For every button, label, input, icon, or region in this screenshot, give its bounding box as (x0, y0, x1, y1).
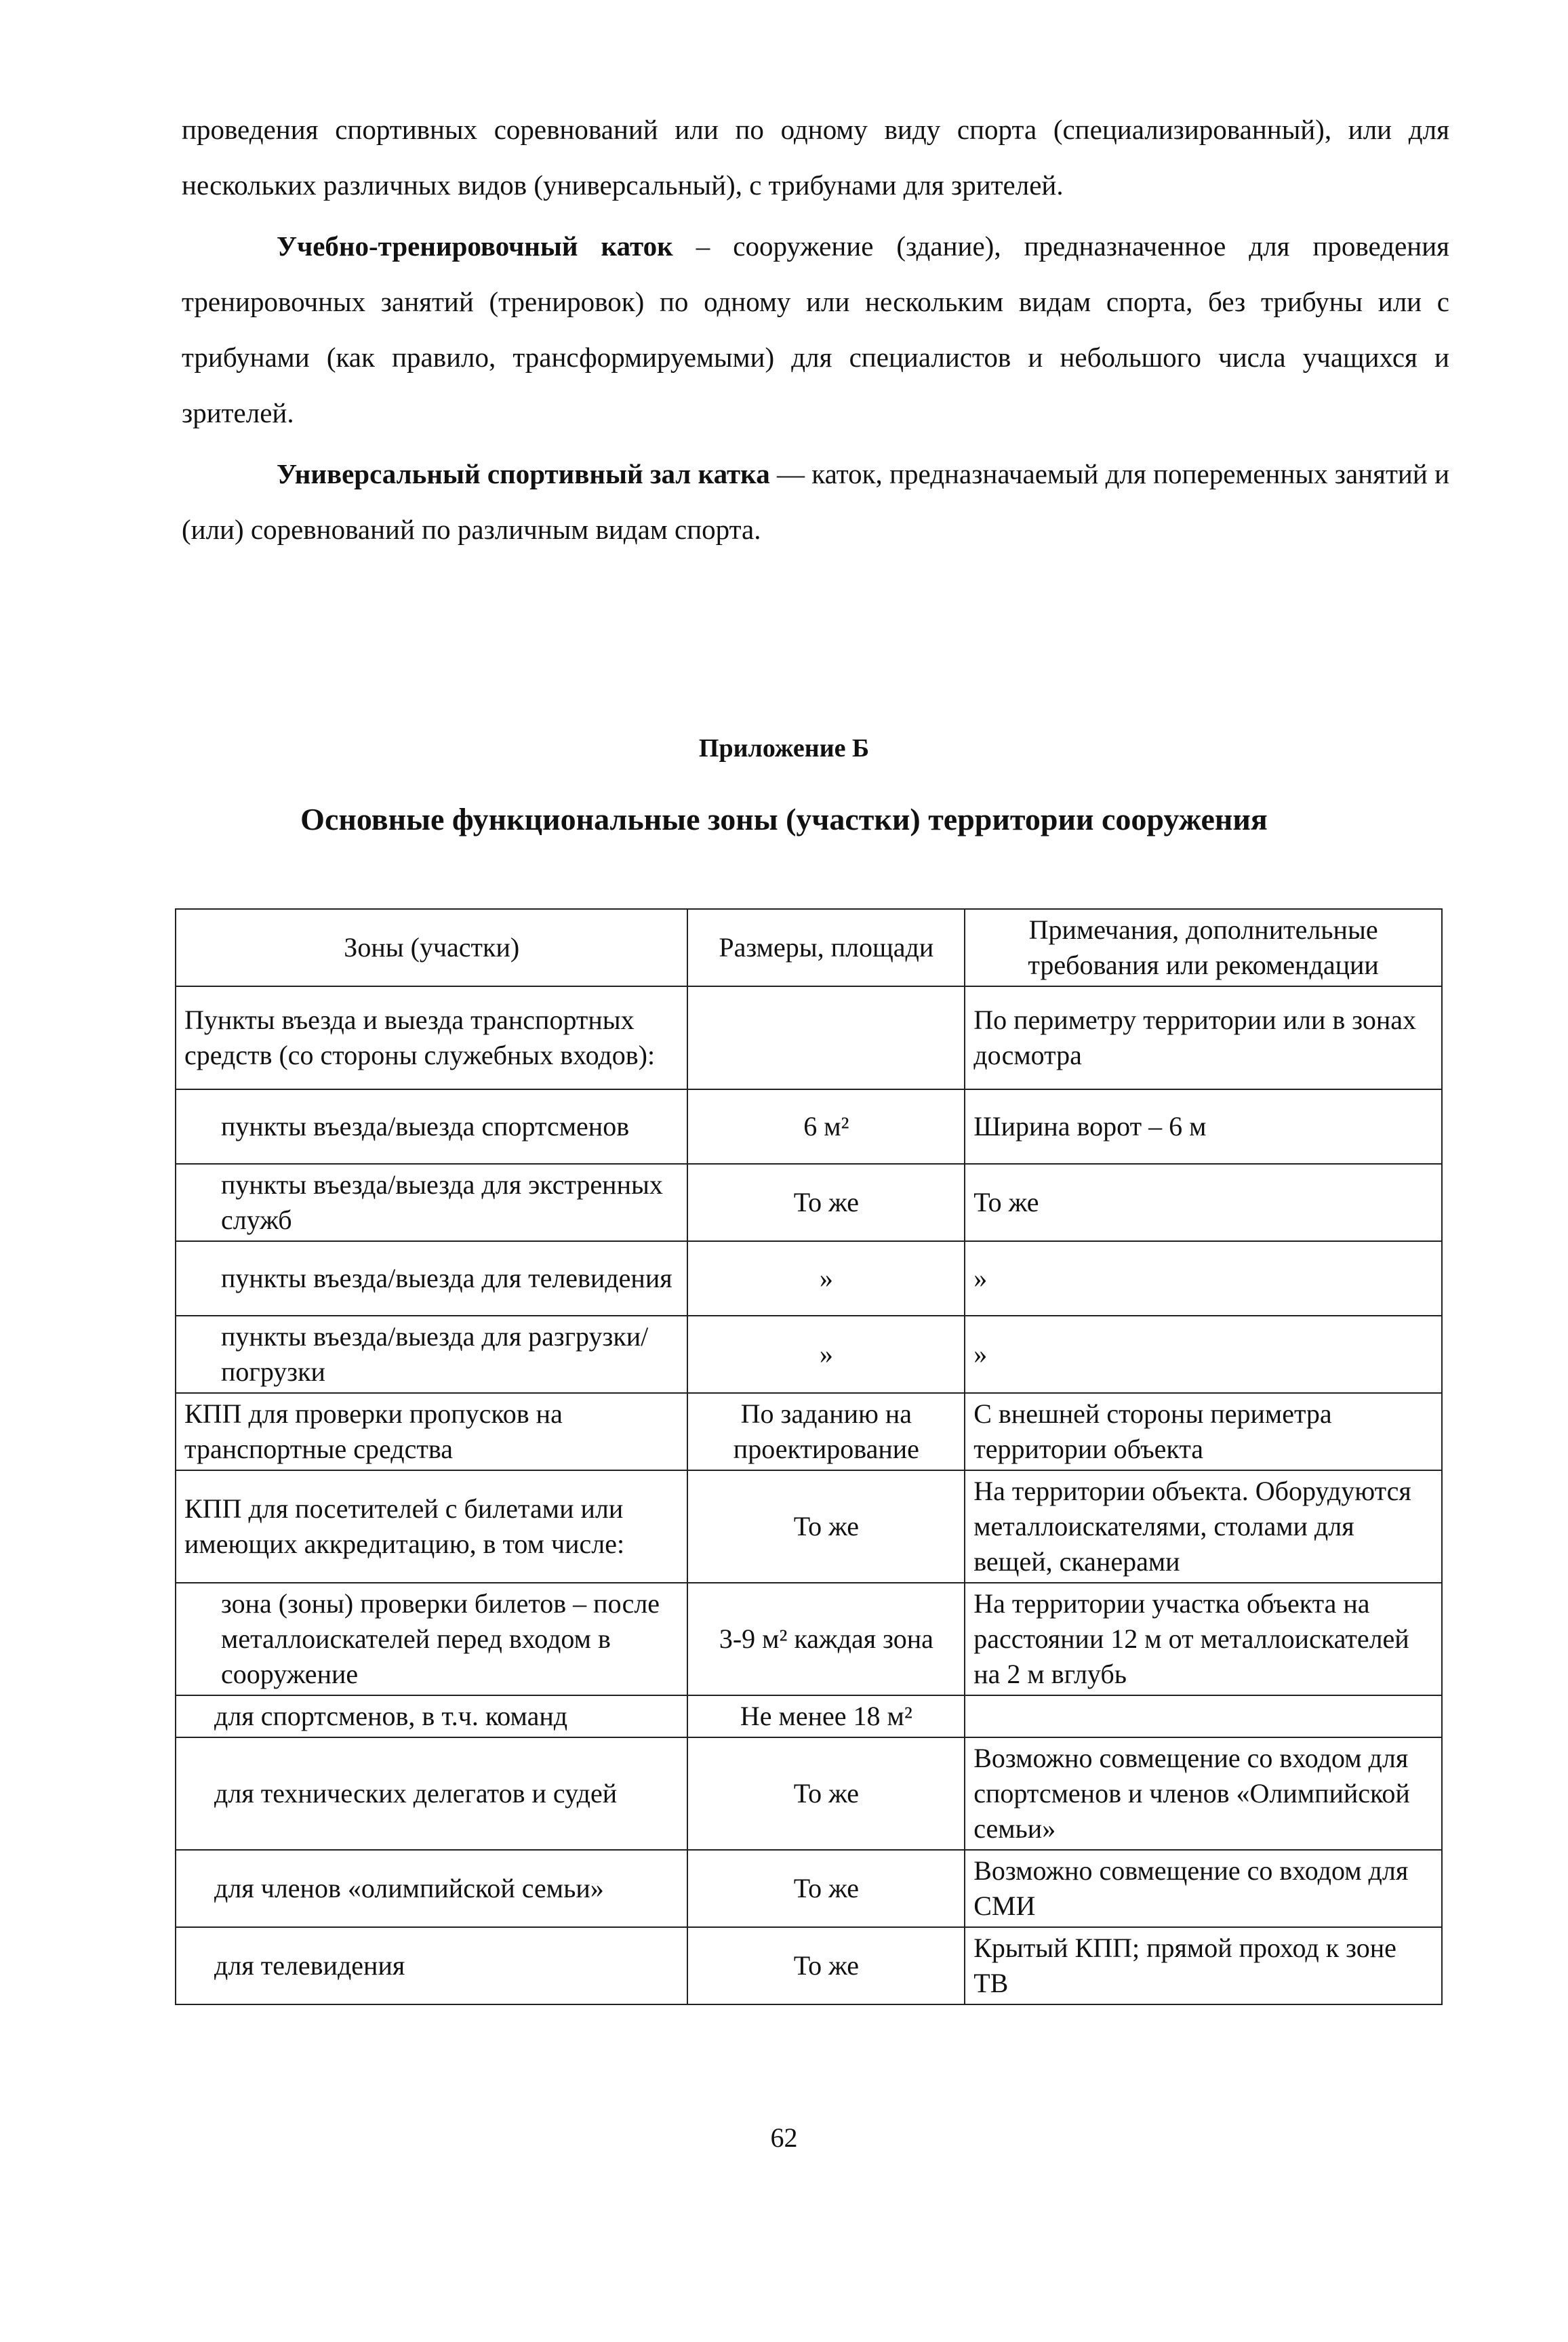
size-cell: То же (687, 1927, 965, 2004)
zone-cell: Пункты въезда и выезда транспортных средств (со стороны служебных входов): (176, 986, 687, 1089)
zone-cell: КПП для проверки пропусков на транспортные средства (176, 1393, 687, 1470)
zone-cell: для телевидения (176, 1927, 687, 2004)
table-row (176, 1695, 1442, 1737)
zone-cell: пункты въезда/выезда для экстренных служб (176, 1164, 687, 1241)
size-cell: 3-9 м² каждая зона (687, 1583, 965, 1695)
note-cell: На территории объекта. Оборудуются металлоискателями, столами для вещей, сканерами (965, 1470, 1442, 1583)
note-cell: По периметру территории или в зонах досмотра (965, 986, 1442, 1089)
table-row (176, 1737, 1442, 1850)
table-row (176, 1241, 1442, 1316)
header-sizes: Размеры, площади (687, 909, 965, 986)
body-text (182, 102, 1449, 557)
paragraph-continuation (182, 102, 1449, 213)
note-cell (965, 1695, 1442, 1737)
paragraph-text: проведения спортивных соревнований или по одному виду спорта (специализированный), или для нескольких различных видов (универсальный), с трибунами для зрителей. (182, 114, 1449, 201)
size-cell: То же (687, 1850, 965, 1927)
size-cell: 6 м² (687, 1089, 965, 1164)
appendix-title: Основные функциональные зоны (участки) территории сооружения (300, 802, 1268, 836)
note-cell: Крытый КПП; прямой проход к зоне ТВ (965, 1927, 1442, 2004)
table-row (176, 1089, 1442, 1164)
size-cell: » (687, 1241, 965, 1316)
term-universal-hall: Универсальный спортивный зал катка (277, 458, 770, 489)
table-row (176, 1583, 1442, 1695)
table-row (176, 986, 1442, 1089)
size-cell: Не менее 18 м² (687, 1695, 965, 1737)
table-row (176, 1470, 1442, 1583)
table-header-row (176, 909, 1442, 986)
note-cell: На территории участка объекта на расстоянии 12 м от металлоискателей на 2 м вглубь (965, 1583, 1442, 1695)
paragraph-universal-hall (182, 446, 1449, 557)
zone-cell: пункты въезда/выезда для телевидения (176, 1241, 687, 1316)
definition-universal-hall: — каток, предназначаемый для попеременных занятий и (или) соревнований по различным видам спорта. (182, 458, 1450, 545)
table-row (176, 1393, 1442, 1470)
zone-cell: для технических делегатов и судей (176, 1737, 687, 1850)
zone-cell: зона (зоны) проверки билетов – после металлоискателей перед входом в сооружение (176, 1583, 687, 1695)
size-cell: То же (687, 1470, 965, 1583)
note-cell: » (965, 1316, 1442, 1393)
note-cell: » (965, 1241, 1442, 1316)
appendix-label: Приложение Б (698, 734, 870, 763)
zone-cell: пункты въезда/выезда для разгрузки/погрузки (176, 1316, 687, 1393)
page-number: 62 (770, 2122, 798, 2153)
note-cell: Возможно совмещение со входом для СМИ (965, 1850, 1442, 1927)
paragraph-training-rink (182, 218, 1449, 441)
zone-cell: для членов «олимпийской семьи» (176, 1850, 687, 1927)
size-cell: То же (687, 1737, 965, 1850)
size-cell: По заданию на проектирование (687, 1393, 965, 1470)
zones-table (175, 908, 1443, 2005)
zone-cell: пункты въезда/выезда спортсменов (176, 1089, 687, 1164)
definition-training-rink: – сооружение (здание), предназначенное для проведения тренировочных занятий (тренировок) по одному или нескольким видам спорта, без трибуны или с трибунами (как правило, трансформируемыми) для специалистов и небольшого числа учащихся и зрителей. (182, 230, 1450, 428)
header-notes: Примечания, дополнительные требования или рекомендации (965, 909, 1442, 986)
size-cell: То же (687, 1164, 965, 1241)
zone-cell: для спортсменов, в т.ч. команд (176, 1695, 687, 1737)
term-training-rink: Учебно-тренировочный каток (277, 230, 673, 262)
size-cell: » (687, 1316, 965, 1393)
table-row (176, 1164, 1442, 1241)
size-cell (687, 986, 965, 1089)
note-cell: То же (965, 1164, 1442, 1241)
table-row (176, 1850, 1442, 1927)
note-cell: Ширина ворот – 6 м (965, 1089, 1442, 1164)
note-cell: С внешней стороны периметра территории объекта (965, 1393, 1442, 1470)
header-zones: Зоны (участки) (176, 909, 687, 986)
table-row (176, 1927, 1442, 2004)
table-row (176, 1316, 1442, 1393)
note-cell: Возможно совмещение со входом для спортсменов и членов «Олимпийской семьи» (965, 1737, 1442, 1850)
zone-cell: КПП для посетителей с билетами или имеющих аккредитацию, в том числе: (176, 1470, 687, 1583)
